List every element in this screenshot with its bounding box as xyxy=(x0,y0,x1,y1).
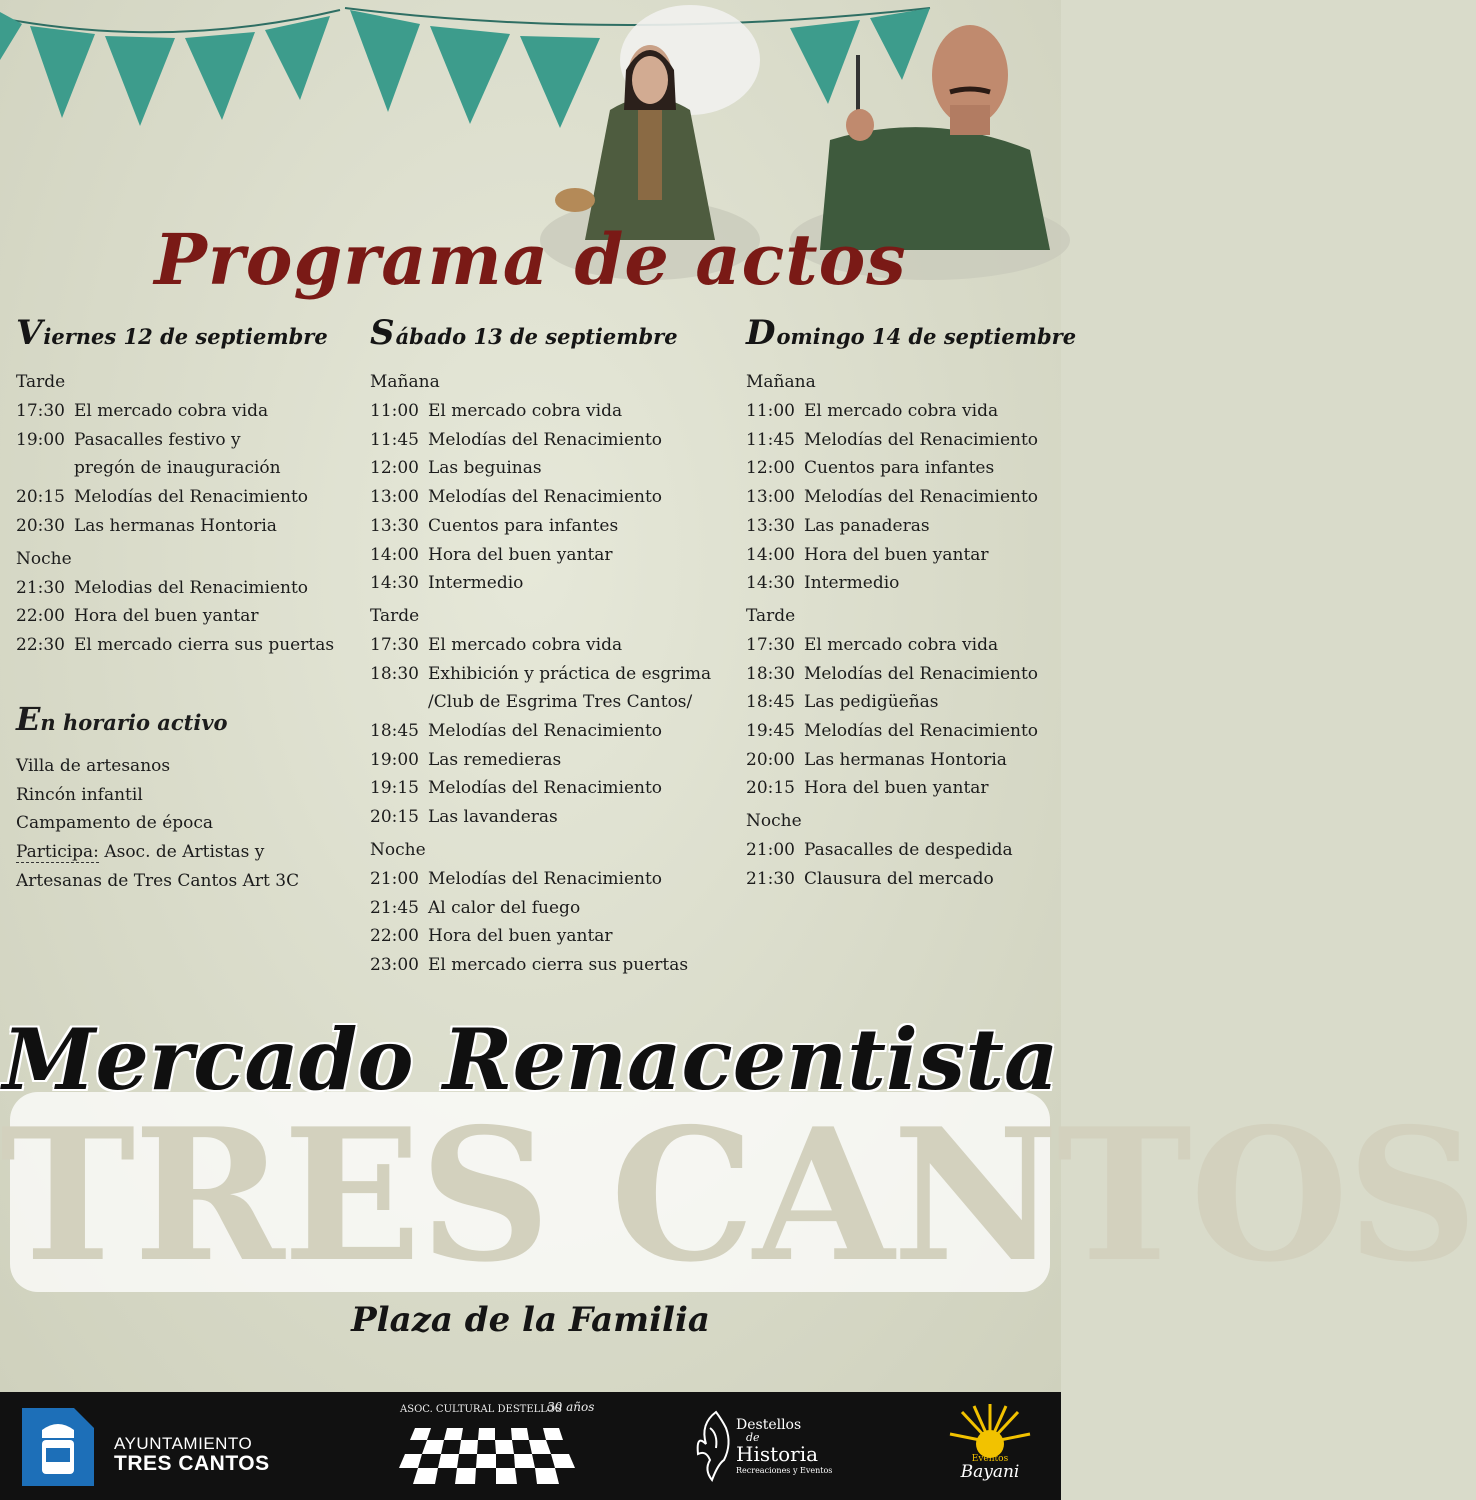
list-item: Campamento de época xyxy=(16,813,214,834)
event-row: 11:00 El mercado cobra vida xyxy=(370,401,623,421)
list-item: Villa de artesanos xyxy=(16,756,171,776)
bayani-logo-text: Bayani xyxy=(960,1462,1020,1482)
section-label: Mañana xyxy=(746,372,816,392)
section-label: Noche xyxy=(16,548,72,569)
event-row: 13:30 Cuentos para infantes xyxy=(370,515,619,536)
event-row: 20:30 Las hermanas Hontoria xyxy=(16,515,277,536)
section-label: Mañana xyxy=(370,372,440,392)
event-row: 18:45 Las pedigüeñas xyxy=(746,692,939,713)
section-label: Noche xyxy=(746,811,802,832)
participa-line: Participa: Asoc. de Artistas y xyxy=(16,842,265,863)
event-row: 18:30 Exhibición y práctica de esgrima /Club de Esgrima Tres Cantos/ xyxy=(370,663,712,713)
section-label: Tarde xyxy=(370,605,420,626)
participa-line-2: Artesanas de Tres Cantos Art 3C xyxy=(16,870,300,891)
event-row: 13:00 Melodías del Renacimiento xyxy=(370,487,663,508)
bayani-eventos-text: Eventos xyxy=(971,1454,1009,1464)
event-row: 19:45 Melodías del Renacimiento xyxy=(746,721,1039,742)
event-row: 21:00 Melodías del Renacimiento xyxy=(370,868,663,889)
event-row: 11:45 Melodías del Renacimiento xyxy=(370,429,663,450)
event-row: 21:00 Pasacalles de despedida xyxy=(746,840,1013,861)
event-row: 19:15 Melodías del Renacimiento xyxy=(370,778,663,799)
asoc-cultural-text: ASOC. CULTURAL DESTELLOS xyxy=(400,1404,562,1415)
event-row: 11:45 Melodías del Renacimiento xyxy=(746,429,1039,450)
event-row: 17:30 El mercado cobra vida xyxy=(746,634,999,655)
event-row: 19:00 Las remedieras xyxy=(370,749,562,770)
event-row: 19:00 Pasacalles festivo y pregón de inauguración xyxy=(16,429,281,479)
event-row: 18:30 Melodías del Renacimiento xyxy=(746,663,1039,684)
event-row: 20:15 Hora del buen yantar xyxy=(746,778,989,799)
list-item: Rincón infantil xyxy=(16,784,143,805)
section-label: Noche xyxy=(370,839,426,860)
venue-name: Plaza de la Familia xyxy=(351,1300,710,1340)
man-with-quill-image xyxy=(800,0,1061,250)
event-row: 23:00 El mercado cierra sus puertas xyxy=(370,954,689,975)
day-title: Viernes 12 de septiembre xyxy=(16,313,328,353)
section-label: Tarde xyxy=(746,605,796,626)
anniversary-text: 30 años xyxy=(547,1400,595,1414)
event-row: 17:30 El mercado cobra vida xyxy=(16,401,269,421)
event-row: 21:30 Melodias del Renacimiento xyxy=(16,577,309,598)
city-name: TRES CANTOS xyxy=(0,1088,1476,1302)
event-row: 14:00 Hora del buen yantar xyxy=(746,544,989,565)
active-hours-title: En horario activo xyxy=(16,700,228,738)
active-hours-list xyxy=(16,752,356,896)
event-row: 14:00 Hora del buen yantar xyxy=(370,544,613,565)
woman-with-parasol-image xyxy=(540,0,760,250)
day-title: Domingo 14 de septiembre xyxy=(746,313,1077,353)
page-title: Programa de actos xyxy=(154,218,907,301)
event-row: 22:00 Hora del buen yantar xyxy=(370,926,613,947)
destellos-historia-logo-text: Destellos de Historia Recreaciones y Eventos xyxy=(736,1417,833,1475)
event-row: 18:45 Melodías del Renacimiento xyxy=(370,721,663,742)
phoenix-logo-icon xyxy=(696,1404,736,1484)
day-column-saturday xyxy=(370,313,740,980)
event-row: 21:45 Al calor del fuego xyxy=(370,897,581,918)
event-row: 12:00 Las beguinas xyxy=(370,458,542,479)
event-row: 22:30 El mercado cierra sus puertas xyxy=(16,634,335,655)
event-row: 14:30 Intermedio xyxy=(746,573,900,594)
event-row: 13:00 Melodías del Renacimiento xyxy=(746,487,1039,508)
event-row: 21:30 Clausura del mercado xyxy=(746,868,994,889)
event-row: 11:00 El mercado cobra vida xyxy=(746,401,999,421)
event-row: 22:00 Hora del buen yantar xyxy=(16,606,259,627)
day-column-sunday xyxy=(746,313,1077,894)
event-row: 14:30 Intermedio xyxy=(370,573,524,594)
event-row: 12:00 Cuentos para infantes xyxy=(746,458,995,479)
event-row: 20:15 Las lavanderas xyxy=(370,807,558,828)
section-label: Tarde xyxy=(16,372,66,392)
ayuntamiento-logo-text: AYUNTAMIENTO TRES CANTOS xyxy=(114,1434,270,1475)
day-column-friday xyxy=(16,313,361,660)
event-row: 20:00 Las hermanas Hontoria xyxy=(746,749,1007,770)
event-row: 17:30 El mercado cobra vida xyxy=(370,634,623,655)
event-row: 13:30 Las panaderas xyxy=(746,515,930,536)
market-title: Mercado Renacentista xyxy=(2,1010,1059,1109)
ayuntamiento-crest-icon xyxy=(22,1408,94,1486)
sponsor-footer xyxy=(0,1392,1061,1500)
event-row: 20:15 Melodías del Renacimiento xyxy=(16,487,309,508)
day-title: Sábado 13 de septiembre xyxy=(370,313,678,353)
